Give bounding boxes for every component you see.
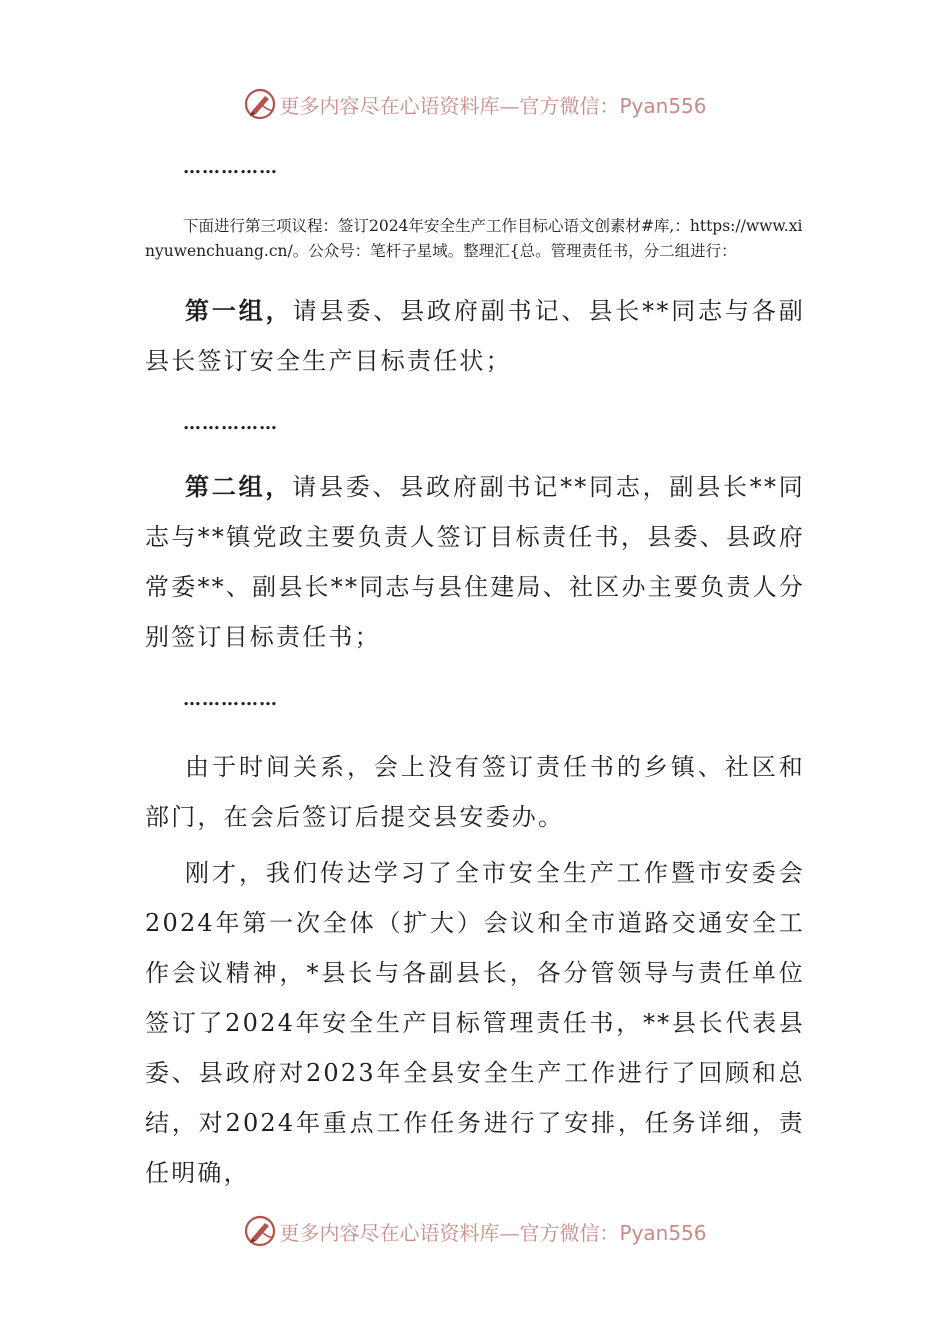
banner-slogan: 更多内容尽在心语资料库—官方微信： — [279, 1220, 620, 1245]
group-one-paragraph — [145, 286, 805, 386]
group-two-paragraph — [145, 462, 805, 662]
group-two-label: 第二组， — [185, 473, 293, 501]
time-paragraph: 由于时间关系，会上没有签订责任书的乡镇、社区和部门，在会后签订后提交县安委办。 — [145, 753, 805, 831]
group-two-text: 请县委、县政府副书记**同志，副县长**同志与**镇党政主要负责人签订目标责任书，县委、县政府常委**、副县长**同志与县住建局、社区办主要负责人分别签订目标责任书； — [145, 473, 805, 651]
pen-logo-icon — [243, 1214, 277, 1248]
ellipsis-separator: …………… — [183, 413, 278, 434]
ellipsis-separator: …………… — [183, 689, 278, 710]
header-banner — [0, 82, 950, 126]
pen-logo-icon — [243, 87, 277, 121]
ellipsis-separator: …………… — [183, 157, 278, 178]
footer-banner — [0, 1209, 950, 1253]
group-one-label: 第一组， — [185, 297, 293, 325]
banner-slogan: 更多内容尽在心语资料库—官方微信： — [279, 93, 620, 118]
document-body — [145, 150, 805, 1198]
summary-paragraph: 刚才，我们传达学习了全市安全生产工作暨市安委会2024年第一次全体（扩大）会议和全市道路交通安全工作会议精神，*县长与各副县长，各分管领导与责任单位签订了2024年安全生产目标管理责任书，**县长代表县委、县政府对2023年全县安全生产工作进行了回顾和总结，对2024年重点工作任务进行了安排，任务详细，责任明确， — [145, 859, 805, 1187]
group-one-text: 请县委、县政府副书记、县长**同志与各副县长签订安全生产目标责任状； — [145, 297, 805, 375]
agenda-note: 下面进行第三项议程：签订2024年安全生产工作目标心语文创素材#库,：https://www.xinyuwenchuang.cn/。公众号：笔杆子星域。整理汇{总。管理责任书，分二组进行： — [145, 217, 803, 260]
banner-text — [279, 1217, 706, 1246]
banner-wechat-id: Pyan556 — [619, 1220, 707, 1245]
banner-text — [279, 90, 706, 119]
banner-wechat-id: Pyan556 — [619, 93, 707, 118]
